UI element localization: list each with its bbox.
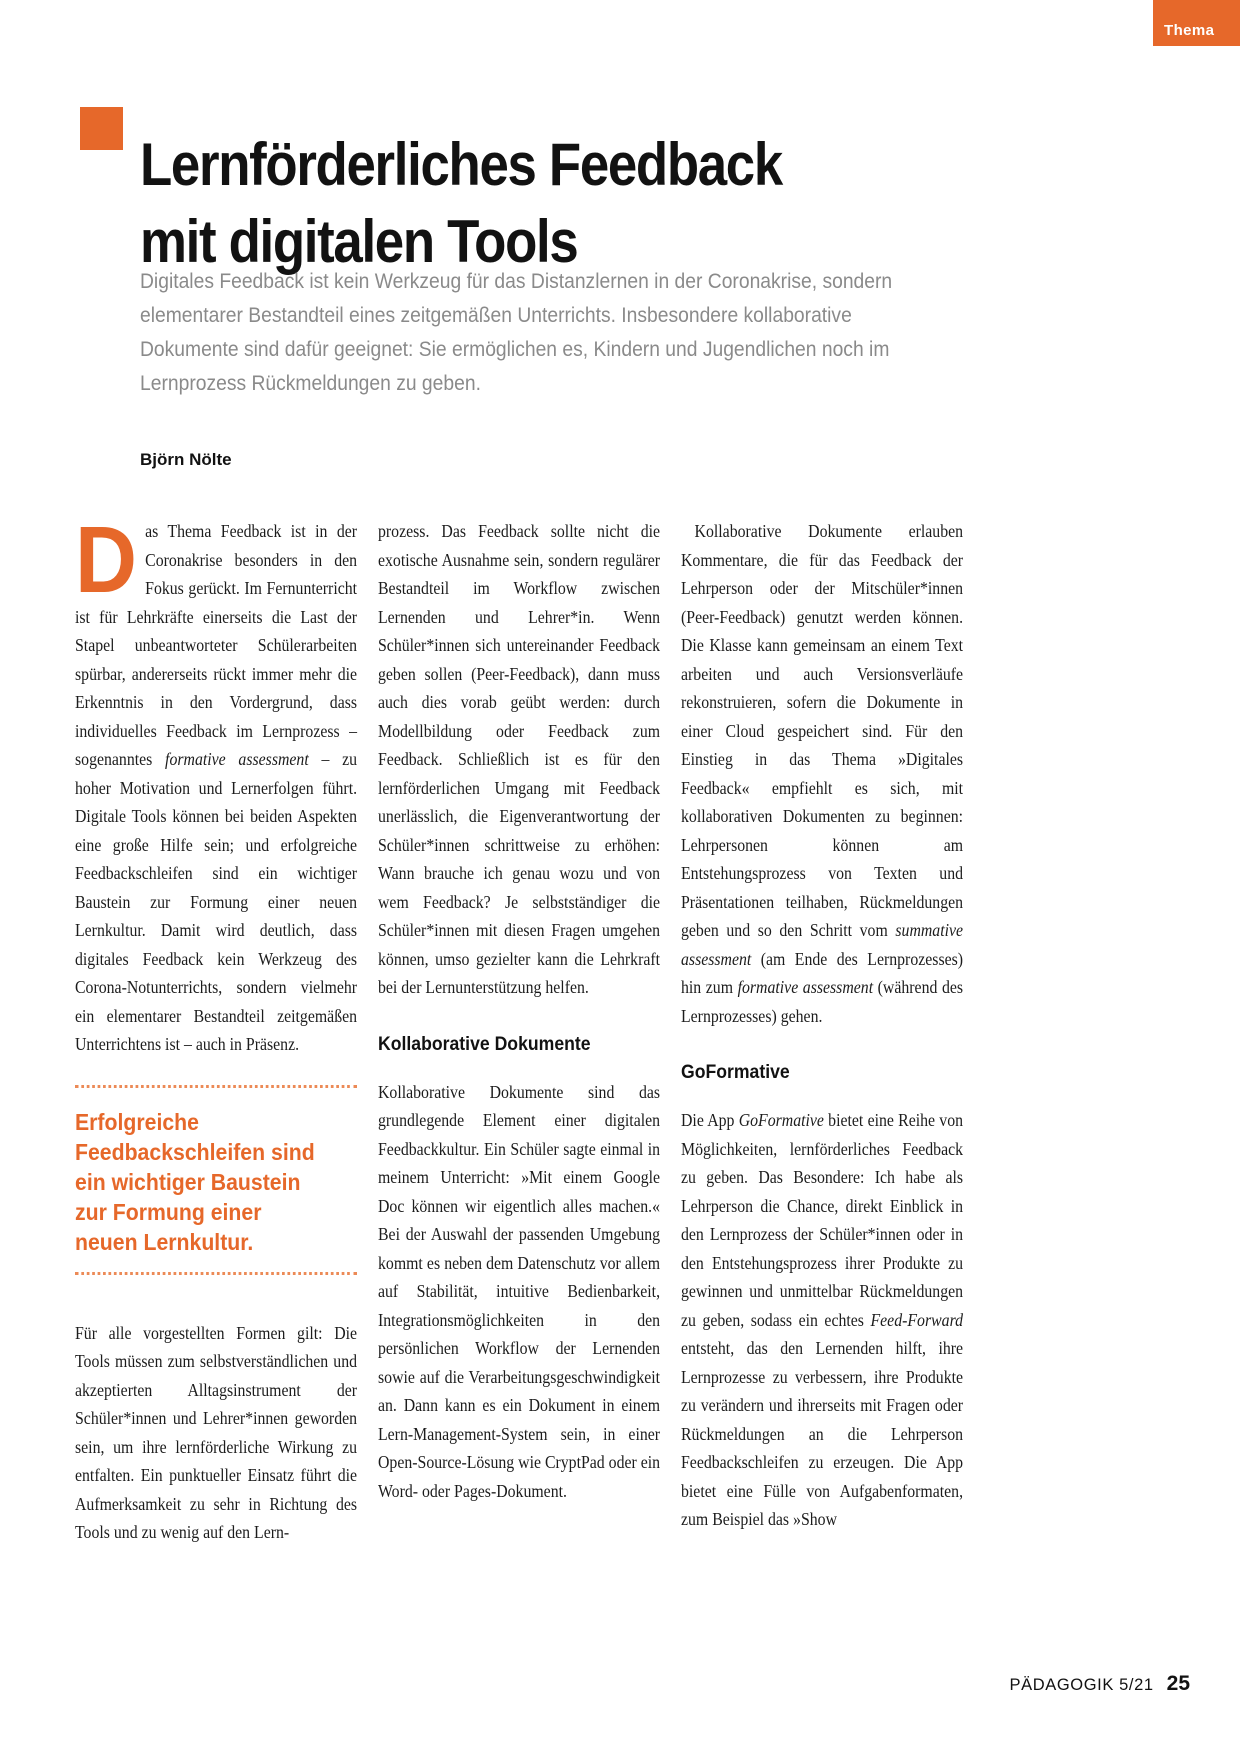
- pull-quote: [75, 1085, 357, 1275]
- body-paragraph: Das Thema Feedback ist in der Coronakrise besonders in den Fokus gerückt. Im Fernunterricht ist für Lehrkräfte einerseits die Last der Stapel unbeantworteter Schülerarbeiten spürbar, andererseits rückt immer mehr die Erkenntnis in den Vordergrund, dass individuelles Feedback im Lernprozess – sogenanntes formative assessment – zu hoher Motivation und Lernerfolgen führt. Digitale Tools können bei beiden Aspekten eine große Hilfe sein; und erfolgreiche Feedbackschleifen sind ein wichtiger Baustein zur Formung einer neuen Lernkultur. Damit wird deutlich, dass digitales Feedback kein Werkzeug des Corona-Notunterrichts, sondern vielmehr ein elementarer Bestandteil zeitgemäßen Unterrichtens ist – auch in Präsenz.: [75, 507, 358, 1054]
- thema-tag-label: Thema: [1164, 22, 1215, 39]
- column-1: [75, 507, 358, 1547]
- column-3: [681, 517, 963, 1534]
- section-heading-kollaborative-dokumente: Kollaborative Dokumente: [378, 1032, 591, 1055]
- title-line-1: Lernförderliches Feedback: [140, 131, 782, 199]
- pull-quote-line: neuen Lernkultur.: [75, 1228, 254, 1255]
- title-line-2: mit digitalen Tools: [140, 208, 578, 276]
- author-byline: Björn Nölte: [140, 450, 232, 469]
- page-title: [140, 126, 782, 280]
- pull-quote-line: Erfolgreiche: [75, 1108, 199, 1135]
- pull-quote-line: zur Formung einer: [75, 1198, 262, 1225]
- thema-tag: [1153, 0, 1240, 46]
- page-number: 25: [1166, 1672, 1190, 1695]
- column-2: [378, 517, 660, 1505]
- section-heading-goformative: GoFormative: [681, 1061, 790, 1083]
- body-paragraph: Für alle vorgestellten Formen gilt: Die Tools müssen zum selbstverständlichen und akzeptierten Alltagsinstrument der Schüler*innen und Lehrer*innen geworden sein, um ihre lernförderliche Wirkung zu entfalten. Ein punktueller Einsatz führt die Aufmerksamkeit zu sehr in Richtung des Tools und zu wenig auf den Lern-: [75, 1322, 358, 1542]
- pull-quote-line: Feedbackschleifen sind: [75, 1138, 315, 1165]
- pull-quote-line: ein wichtiger Baustein: [75, 1168, 301, 1195]
- drop-cap: D: [75, 507, 138, 613]
- body-paragraph: Kollaborative Dokumente erlauben Kommentare, die für das Feedback der Lehrperson oder der Mitschüler*innen (Peer-Feedback) genutzt werden können. Die Klasse kann gemeinsam an einem Text arbeiten und auch Versionsverläufe rekonstruieren, sofern die Dokumente in einer Cloud gespeichert sind. Für den Einstieg in das Thema »Digitales Feedback« empfiehlt es sich, mit kollaborativen Dokumenten zu beginnen: Lehrpersonen können am Entstehungsprozess von Texten und Präsentationen teilhaben, Rückmeldungen geben und so den Schritt vom summative assessment (am Ende des Lernprozesses) hin zum formative assessment (während des Lernprozesses) gehen.: [681, 521, 964, 1026]
- body-paragraph: prozess. Das Feedback sollte nicht die exotische Ausnahme sein, sondern regulärer Bestandteil im Workflow zwischen Lernenden und Lehrer*in. Wenn Schüler*innen sich untereinander Feedback geben sollen (Peer-Feedback), dann muss auch dies vorab geübt werden: durch Modellbildung oder Feedback zum Feedback. Schließlich ist es für den lernförderlichen Umgang mit Feedback unerlässlich, die Eigenverantwortung der Schüler*innen schrittweise zu erhöhen: Wann brauche ich genau wozu und von wem Feedback? Je selbstständiger die Schüler*innen mit diesen Fragen umgehen können, umso gezielter kann die Lehrkraft bei der Lernunterstützung helfen.: [378, 521, 661, 997]
- title-bullet-square: [80, 107, 123, 150]
- standfirst: Digitales Feedback ist kein Werkzeug für das Distanzlernen in der Coronakrise, sondern elementarer Bestandteil eines zeitgemäßen Unterrichts. Insbesondere kollaborative Dokumente sind dafür geeignet: Sie ermöglichen es, Kindern und Jugendlichen noch im Lernprozess Rückmeldungen zu geben.: [140, 269, 893, 395]
- body-paragraph: Die App GoFormative bietet eine Reihe von Möglichkeiten, lernförderliches Feedback zu geben. Das Besondere: Ich habe als Lehrperson die Chance, direkt Einblick in den Lernprozess der Schüler*innen oder in den Entstehungsprozess ihrer Produkte zu gewinnen und unmittelbar Rückmeldungen zu geben, sodass ein echtes Feed-Forward entsteht, das den Lernenden hilft, ihre Lernprozesse zu verbessern, ihre Produkte zu verändern und ihrerseits mit Fragen oder Rückmeldungen an die Lehrperson Feedbackschleifen zu erzeugen. Die App bietet eine Fülle von Aufgabenformaten, zum Beispiel das »Show: [681, 1110, 964, 1529]
- body-paragraph: Kollaborative Dokumente sind das grundlegende Element einer digitalen Feedbackkultur. Ein Schüler sagte einmal in meinem Unterricht: »Mit einem Google Doc können wir eigentlich alles machen.« Bei der Auswahl der passenden Umgebung kommt es neben dem Datenschutz vor allem auf Stabilität, intuitive Bedienbarkeit, Integrationsmöglichkeiten in den persönlichen Workflow der Lernenden sowie auf die Verarbeitungsgeschwindigkeit an. Dann kann es ein Dokument in einem Lern-Management-System sein, in einer Open-Source-Lösung wie CryptPad oder ein Word- oder Pages-Dokument.: [378, 1081, 661, 1501]
- page-footer: [1010, 1672, 1190, 1696]
- journal-name: PÄDAGOGIK 5/21: [1009, 1676, 1154, 1694]
